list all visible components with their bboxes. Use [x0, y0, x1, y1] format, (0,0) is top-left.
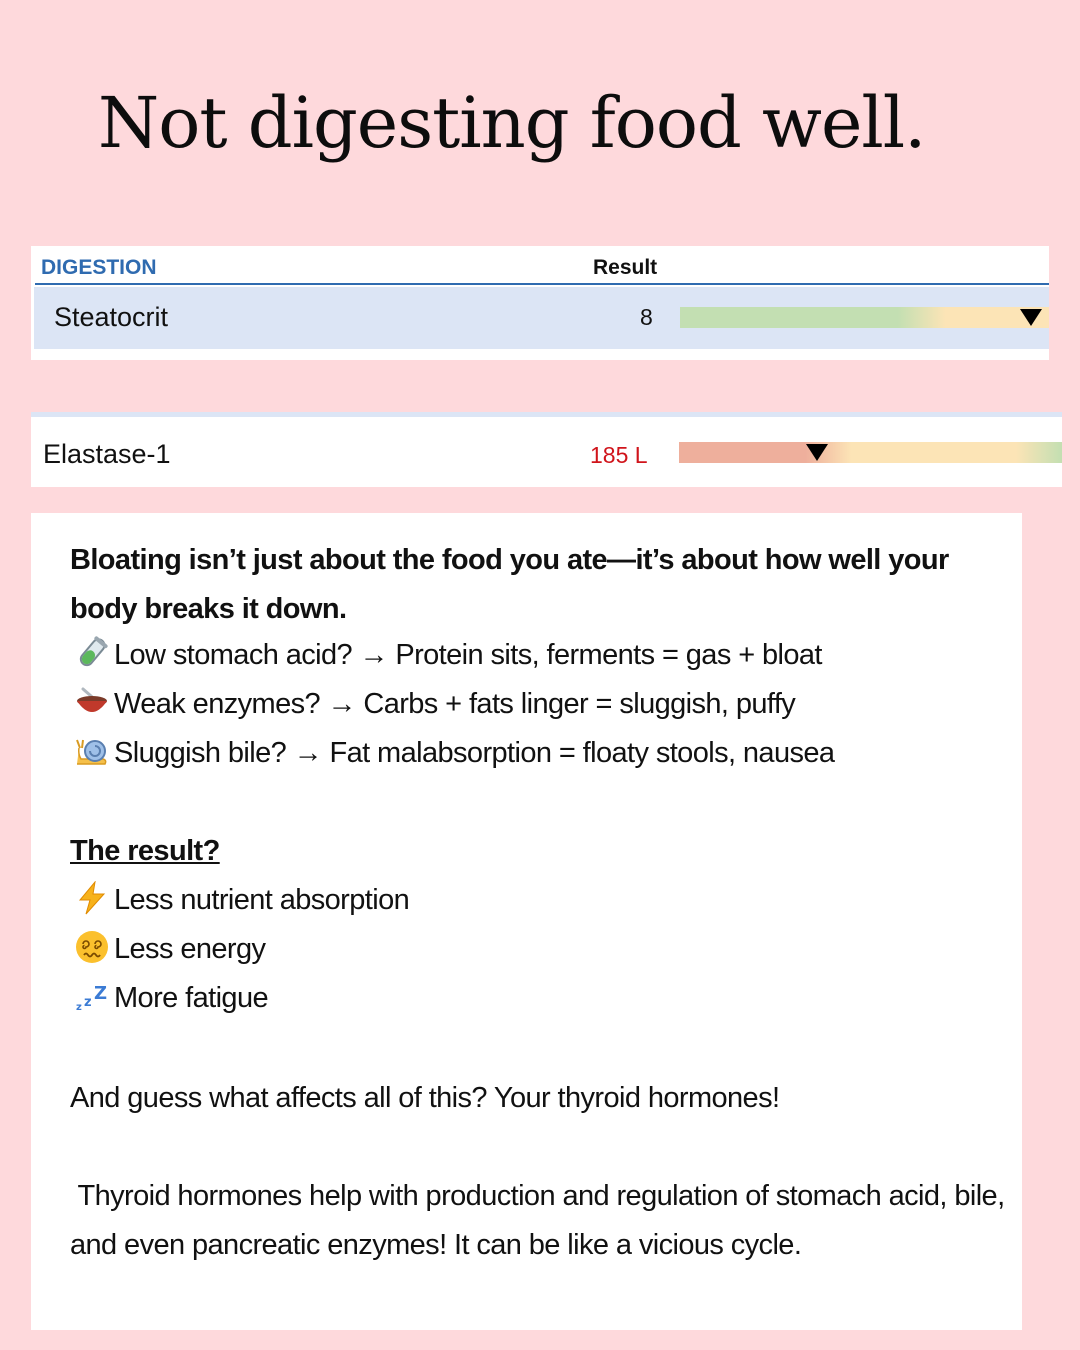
test-name: Elastase-1 [43, 439, 171, 469]
result-marker-icon [1020, 309, 1042, 326]
lab-panel-digestion [31, 246, 1049, 360]
result-item: Less energy [70, 925, 1012, 974]
thyroid-question: And guess what affects all of this? Your thyroid hormones! [70, 1082, 780, 1114]
range-bar [679, 442, 1062, 463]
cause-item: Weak enzymes? → Carbs + fats linger = sluggish, puffy [70, 680, 1012, 729]
result-item: z z Z More fatigue [70, 974, 1012, 1023]
page-title: Not digesting food well. [98, 82, 926, 164]
result-column-header: Result [593, 256, 658, 279]
intro-text: Bloating isn’t just about the food you ate—it’s about how well your body breaks it down. [70, 544, 949, 625]
range-bar [680, 307, 1049, 328]
result-heading: The result? [70, 835, 220, 867]
thyroid-explanation: Thyroid hormones help with production and regulation of stomach acid, bile, and even pancreatic enzymes! It can be like a vicious cycle. [70, 1180, 1012, 1261]
snail-icon [70, 729, 114, 778]
header-divider [35, 283, 1049, 285]
svg-text:Z: Z [94, 983, 107, 1004]
result-marker-icon [806, 444, 828, 461]
test-tube-icon [70, 631, 114, 680]
lab-row-elastase [31, 412, 1062, 487]
dizzy-face-icon [70, 925, 114, 974]
bowl-icon [70, 680, 114, 729]
lab-row-steatocrit [34, 287, 1049, 349]
svg-text:z: z [76, 1002, 82, 1013]
section-label: DIGESTION [41, 256, 157, 279]
test-result: 185 L [590, 442, 648, 468]
test-name: Steatocrit [54, 302, 169, 332]
svg-text:z: z [84, 995, 91, 1010]
lightning-icon [70, 876, 114, 925]
cause-item: Sluggish bile? → Fat malabsorption = floaty stools, nausea [70, 729, 1012, 778]
info-card [31, 513, 1022, 1330]
sleep-zzz-icon [70, 974, 114, 1023]
cause-item: Low stomach acid? → Protein sits, ferments = gas + bloat [70, 631, 1012, 680]
result-item: Less nutrient absorption [70, 876, 1012, 925]
test-result: 8 [640, 304, 653, 330]
